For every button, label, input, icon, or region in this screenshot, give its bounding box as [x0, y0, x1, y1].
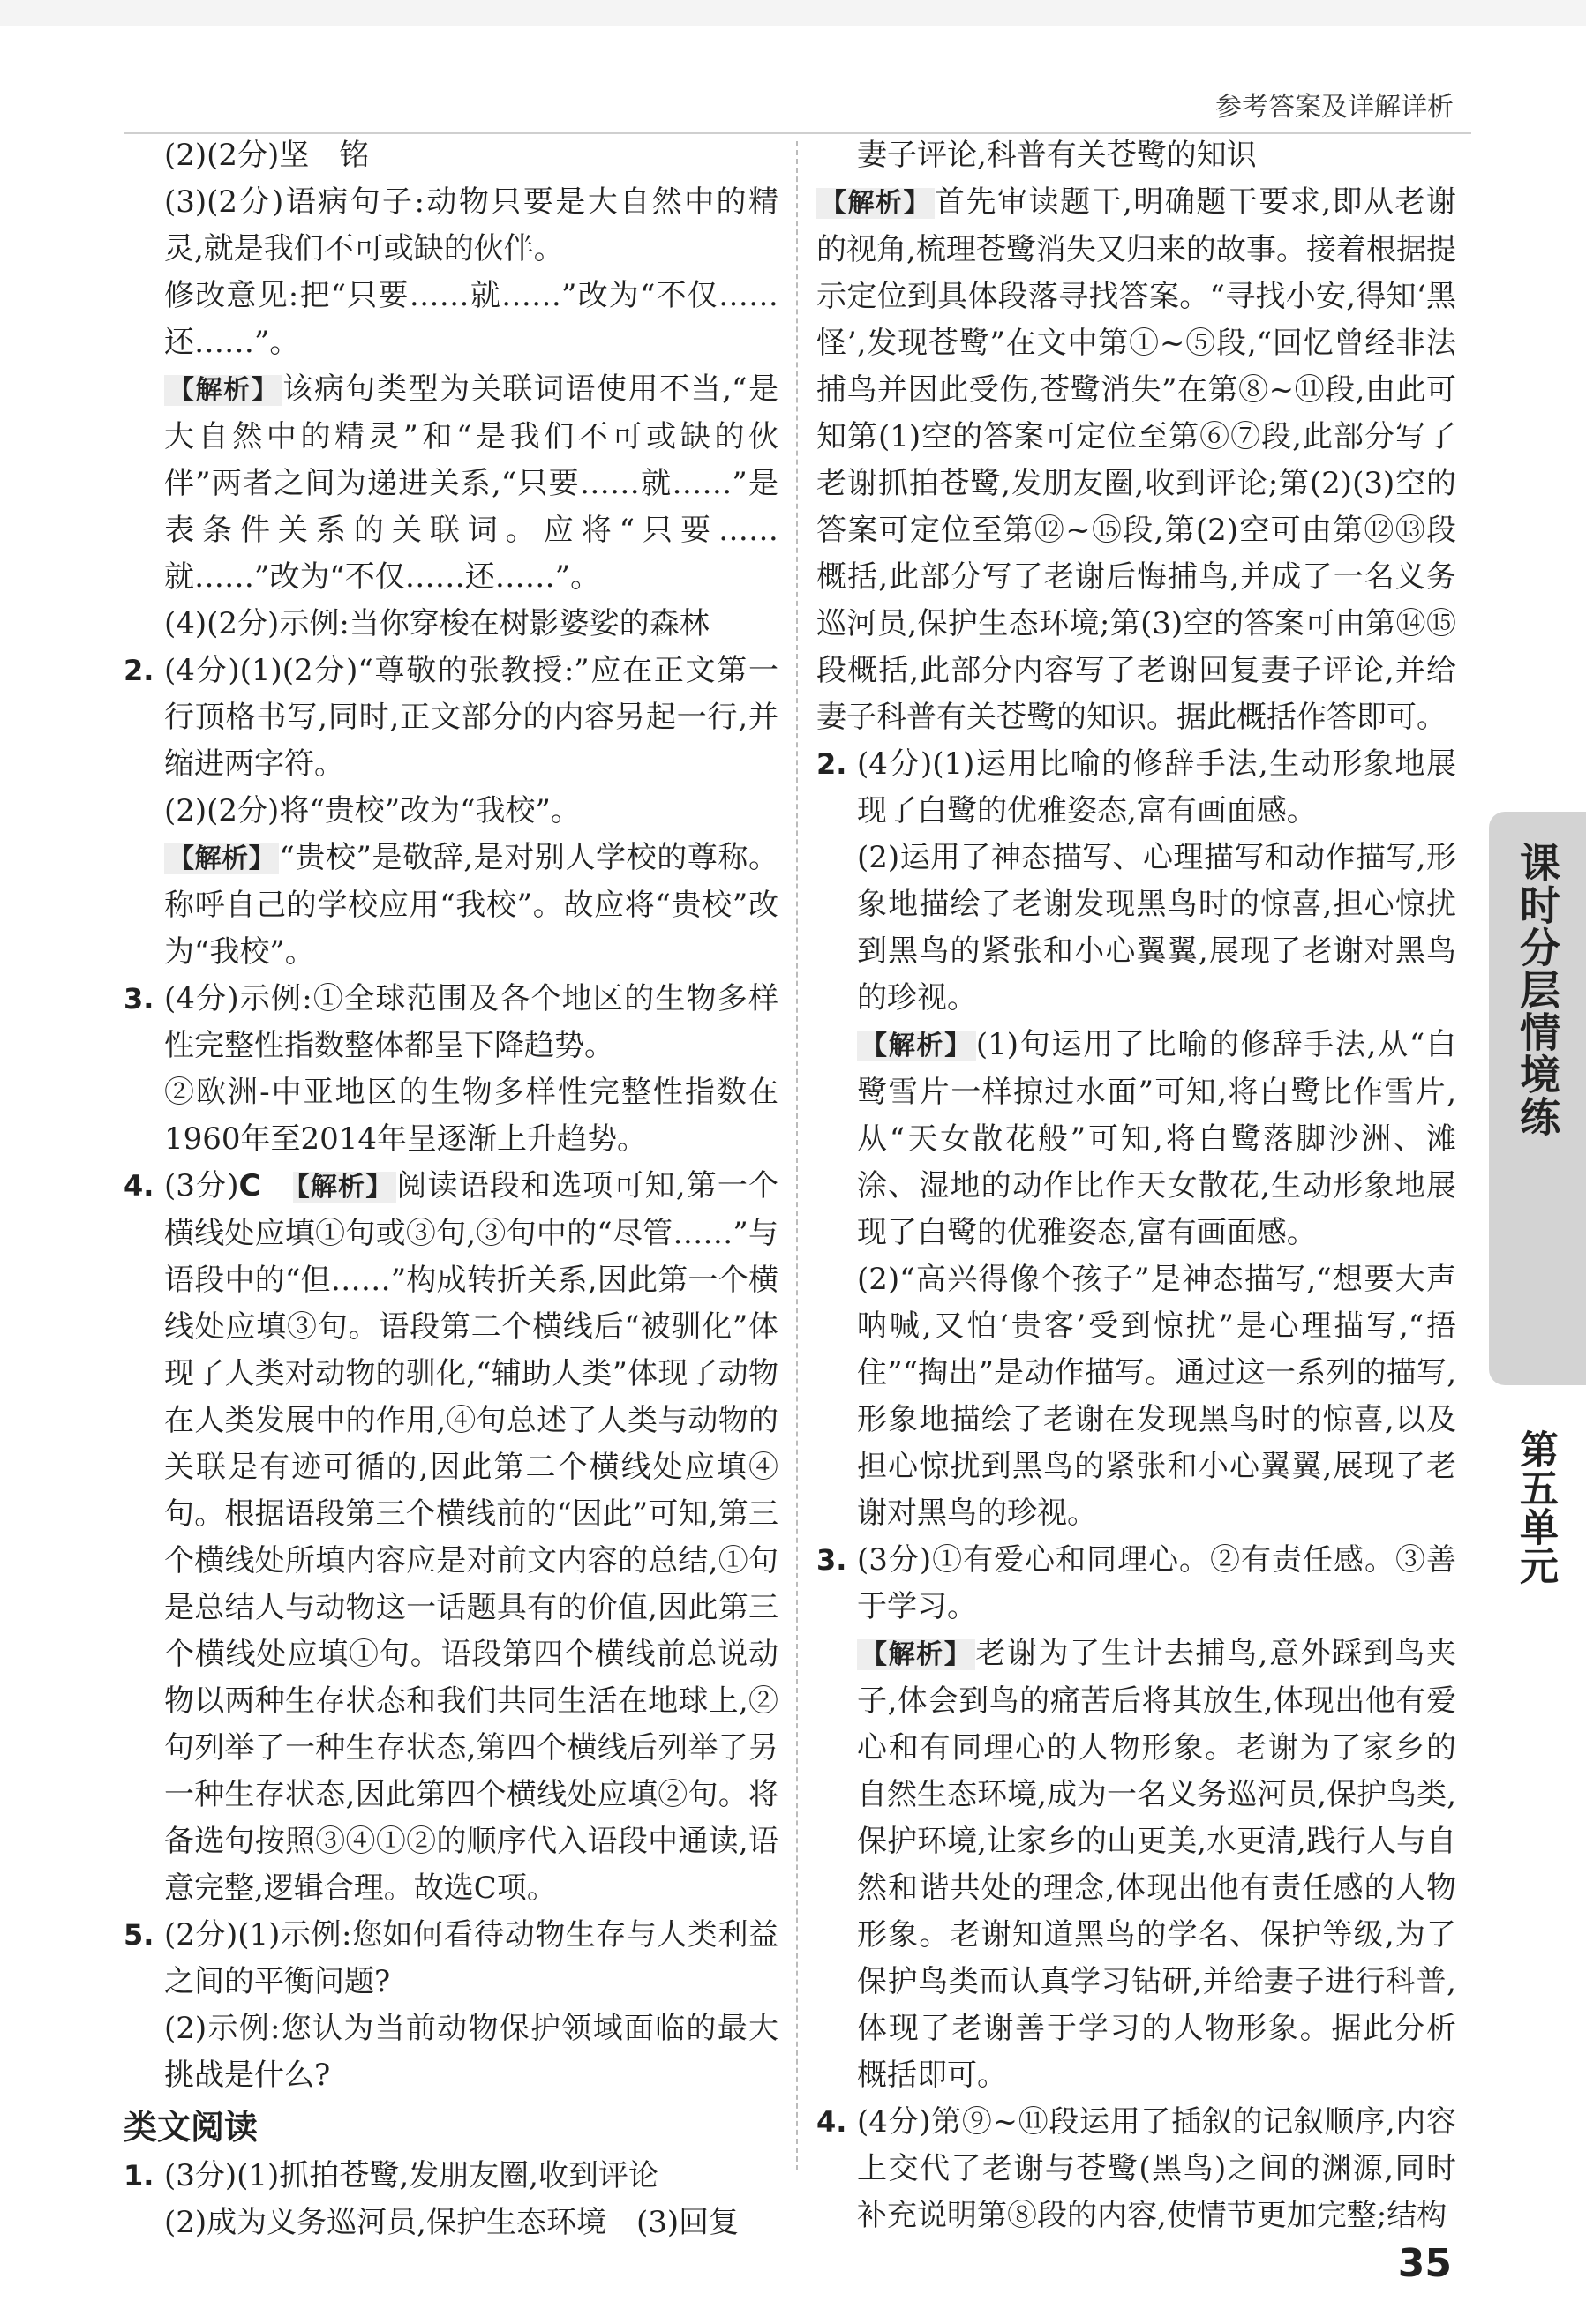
analysis-text: “贵校”是敬辞,是对别人学校的尊称。称呼自己的学校应用“我校”。故应将“贵校”改为“我校”。 [164, 840, 779, 970]
analysis-tag: 【解析】 [857, 1639, 975, 1670]
question-item [124, 976, 778, 1163]
column-divider [796, 141, 798, 2170]
answer-line: (4分)示例:①全球范围及各个地区的生物多样性完整性指数整体都呈下降趋势。 [164, 981, 778, 1063]
answer-line: (4)(2分)示例:当你穿梭在树影婆娑的森林 [164, 606, 710, 641]
scan-edge [0, 0, 1586, 26]
question-number: 3. [124, 982, 154, 1016]
analysis-text: 该病句类型为关联词语使用不当,“是大自然中的精灵”和“是我们不可或缺的伙伴”两者之间为递进关系,“只要……就……”是表条件关系的关联词。应将“只要……就……”改为“不仅……还……”。 [164, 371, 778, 595]
section-title: 类文阅读 [124, 2108, 259, 2147]
answer-line: 修改意见:把“只要……就……”改为“不仅……还……”。 [164, 278, 778, 360]
analysis-paragraph [816, 179, 1456, 741]
choice-answer: C [238, 1168, 261, 1203]
analysis-paragraph [857, 1631, 1456, 2099]
question-item [816, 2099, 1456, 2239]
answer-line: (2)(2分)将“贵校”改为“我校”。 [164, 793, 581, 828]
analysis-paragraph [164, 835, 778, 976]
question-item [124, 648, 778, 976]
page-number: 35 [1397, 2241, 1452, 2286]
question-item [816, 741, 1456, 1537]
answer-line: (4分)第⑨~⑪段运用了插叙的记叙顺序,内容上交代了老谢与苍鹭(黑鸟)之间的渊源,同时补充说明第⑧段的内容,使情节更加完整;结构 [857, 2104, 1456, 2233]
analysis-text: 老谢为了生计去捕鸟,意外踩到鸟夹子,体会到鸟的痛苦后将其放生,体现出他有爱心和有同理心的人物形象。老谢为了家乡的自然生态环境,成为一名义务巡河员,保护鸟类,保护环境,让家乡的山更美,水更清,践行人与自然和谐共处的理念,体现出他有责任感的人物形象。老谢知道黑鸟的学名、保护等级,为了保护鸟类而认真学习钻研,并给妻子进行科普,体现了老谢善于学习的人物形象。据此分析概括即可。 [857, 1636, 1456, 2093]
answer-line: (4分)(1)运用比喻的修辞手法,生动形象地展现了白鹭的优雅姿态,富有画面感。 [857, 746, 1456, 828]
analysis-text: 阅读语段和选项可知,第一个横线处应填①句或③句,③句中的“尽管……”与语段中的“但……”构成转折关系,因此第一个横线处应填③句。语段第二个横线后“被驯化”体现了人类对动物的驯化,“辅助人类”体现了动物在人类发展中的作用,④句总述了人类与动物的关联是有迹可循的,因此第二个横线处应填④句。根据语段第三个横线前的“因此”可知,第三个横线处所填内容应是对前文内容的总结,①句是总结人与动物这一话题具有的价值,因此第三个横线处应填①句。语段第四个横线前总说动物以两种生存状态和我们共同生活在地球上,②句列举了一种生存状态,第四个横线后列举了另一种生存状态,因此第四个横线处应填②句。将备选句按照③④①②的顺序代入语段中通读,语意完整,逻辑合理。故选C项。 [164, 1168, 779, 1906]
analysis-tag: 【解析】 [164, 843, 279, 874]
analysis-paragraph [857, 1022, 1456, 1256]
analysis-text: 首先审读题干,明确题干要求,即从老谢的视角,梳理苍鹭消失又归来的故事。接着根据提示定位到具体段落寻找答案。“寻找小安,得知‘黑怪’,发现苍鹭”在文中第①~⑤段,“回忆曾经非法捕鸟并因此受伤,苍鹭消失”在第⑧~⑪段,由此可知第(1)空的答案可定位至第⑥⑦段,此部分写了老谢抓拍苍鹭,发朋友圈,收到评论;第(2)(3)空的答案可定位至第⑫~⑮段,第(2)空可由第⑫⑬段概括,此部分写了老谢后悔捕鸟,并成了一名义务巡河员,保护生态环境;第(3)空的答案可由第⑭⑮段概括,此部分内容写了老谢回复妻子评论,并给妻子科普有关苍鹭的知识。据此概括作答即可。 [816, 184, 1456, 735]
answer-line: (3分)(1)抓拍苍鹭,发朋友圈,收到评论 [164, 2158, 658, 2193]
analysis-text: (1)句运用了比喻的修辞手法,从“白鹭雪片一样掠过水面”可知,将白鹭比作雪片,从“天女散花般”可知,将白鹭落脚沙洲、滩涂、湿地的动作比作天女散花,生动形象地展现了白鹭的优雅姿态,富有画面感。 [857, 1027, 1456, 1250]
question-item [124, 2153, 778, 2246]
side-tab [1489, 812, 1586, 1385]
analysis-paragraph [164, 1163, 778, 1912]
answer-line: (2)成为义务巡河员,保护生态环境 (3)回复 [164, 2205, 740, 2240]
question-number: 4. [816, 2105, 847, 2139]
answer-line: (2)“高兴得像个孩子”是神态描写,“想要大声呐喊,又怕‘贵客’受到惊扰”是心理描写,“捂住”“掏出”是动作描写。通过这一系列的描写,形象地描绘了老谢在发现黑鸟时的惊喜,以及担心惊扰到黑鸟的紧张和小心翼翼,展现了老谢对黑鸟的珍视。 [857, 1262, 1456, 1531]
question-number: 5. [124, 1918, 154, 1952]
left-column [124, 132, 778, 2246]
answer-line: (2)运用了神态描写、心理描写和动作描写,形象地描绘了老谢发现黑鸟时的惊喜,担心惊扰到黑鸟的紧张和小心翼翼,展现了老谢对黑鸟的珍视。 [857, 840, 1456, 1016]
score: (3分) [164, 1168, 239, 1203]
answer-line: (4分)(1)(2分)“尊敬的张教授:”应在正文第一行顶格书写,同时,正文部分的内容另起一行,并缩进两字符。 [164, 653, 778, 782]
answer-line: (2)示例:您认为当前动物保护领域面临的最大挑战是什么? [164, 2011, 778, 2093]
analysis-tag: 【解析】 [164, 375, 282, 406]
answer-line: ②欧洲-中亚地区的生物多样性完整性指数在1960年至2014年呈逐渐上升趋势。 [164, 1075, 778, 1157]
answer-line: 妻子评论,科普有关苍鹭的知识 [857, 138, 1257, 173]
question-number: 2. [124, 654, 154, 687]
question-number: 2. [816, 747, 847, 781]
analysis-tag: 【解析】 [857, 1031, 976, 1061]
answer-line: (2)(2分)坚 铭 [164, 138, 370, 173]
right-column [816, 132, 1456, 2239]
analysis-tag: 【解析】 [293, 1172, 397, 1203]
analysis-tag: 【解析】 [816, 188, 935, 219]
answer-line: (2分)(1)示例:您如何看待动物生存与人类利益之间的平衡问题? [164, 1917, 778, 1999]
question-item [816, 1537, 1456, 2099]
answer-line: (3)(2分)语病句子:动物只要是大自然中的精灵,就是我们不可或缺的伙伴。 [164, 184, 778, 266]
page-header: 参考答案及详解详析 [1215, 92, 1454, 123]
question-number: 1. [124, 2159, 154, 2193]
unit-label: 第五单元 [1513, 1429, 1558, 1585]
question-item [124, 1912, 778, 2099]
analysis-paragraph [124, 366, 778, 601]
question-number: 4. [124, 1169, 154, 1203]
question-item [124, 1163, 778, 1912]
answer-line: (3分)①有爱心和同理心。②有责任感。③善于学习。 [857, 1542, 1456, 1624]
question-number: 3. [816, 1543, 847, 1577]
side-tab-label: 课时分层情境练 [1514, 842, 1561, 1138]
